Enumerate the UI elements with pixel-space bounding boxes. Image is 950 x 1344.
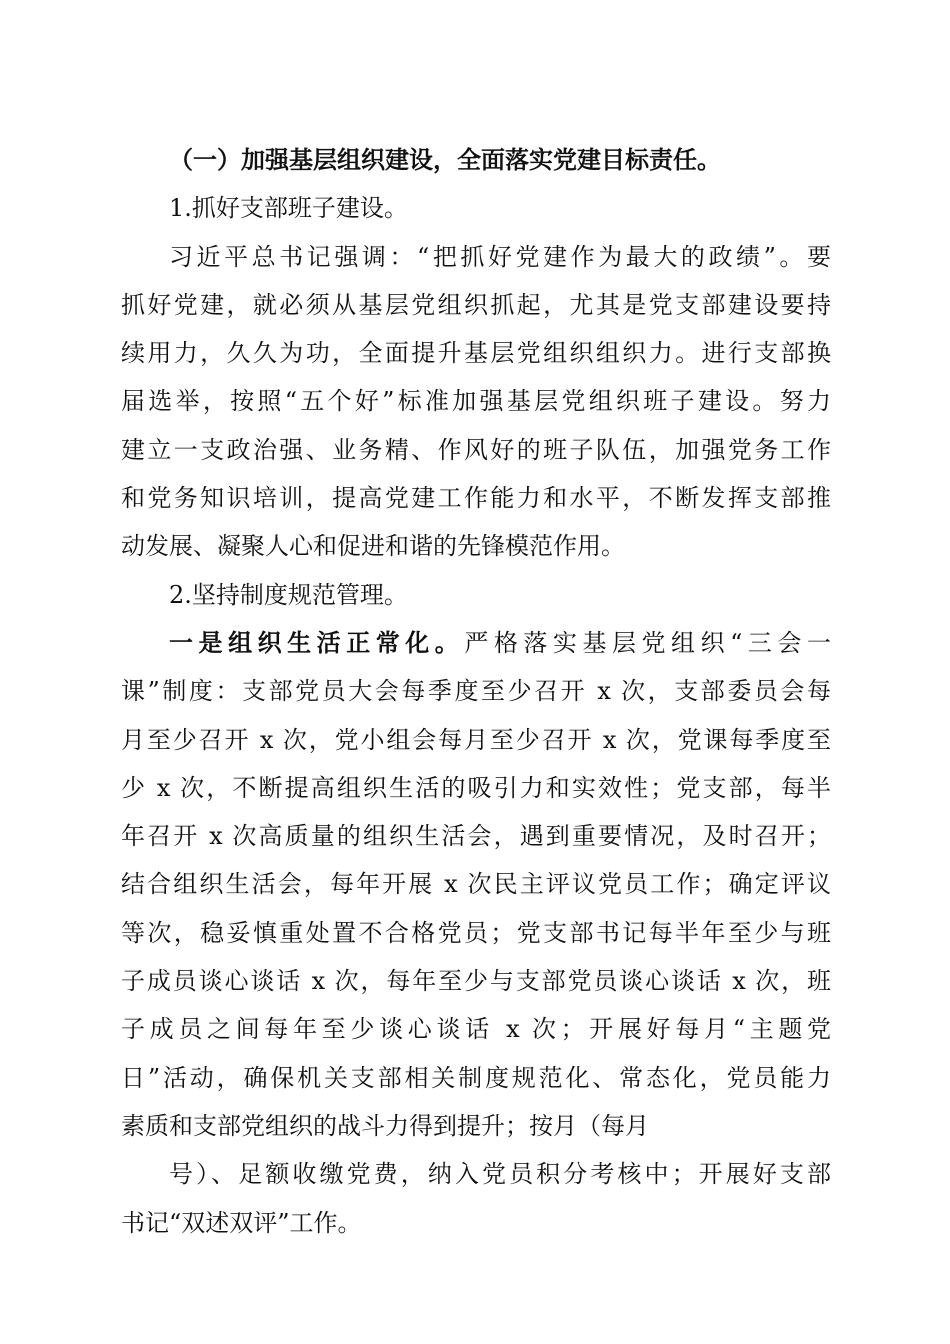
item1-title: 1.抓好支部班子建设。 (169, 194, 408, 223)
paragraph-line: 子成员之间每年至少谈心谈话 x 次；开展好每月“主题党 (121, 1015, 831, 1044)
section-heading: （一）加强基层组织建设，全面落实党建目标责任。 (169, 145, 721, 174)
lead-rest-text: 严格落实基层党组织“三会一 (464, 628, 831, 657)
document-page (121, 136, 831, 1247)
paragraph-line: 课”制度：支部党员大会每季度至少召开 x 次，支部委员会每 (121, 677, 831, 706)
paragraph-line: 和党务知识培训，提高党建工作能力和水平，不断发挥支部推 (121, 484, 831, 513)
paragraph-lead-line (121, 619, 831, 667)
paragraph-line: 结合组织生活会，每年开展 x 次民主评议党员工作；确定评议 (121, 870, 831, 899)
item1-paragraph (121, 233, 831, 571)
lead-bold-text: 一是组织生活正常化。 (169, 627, 465, 657)
paragraph-line: 年召开 x 次高质量的组织生活会，遇到重要情况，及时召开； (121, 822, 831, 851)
paragraph-line: 子成员谈心谈话 x 次，每年至少与支部党员谈心谈话 x 次，班 (121, 967, 831, 996)
paragraph-last-line: 书记“双述双评”工作。 (121, 1208, 362, 1237)
paragraph-line: 习近平总书记强调：“把抓好党建作为最大的政绩”。要 (169, 242, 831, 271)
paragraph-line: 续用力，久久为功，全面提升基层党组织组织力。进行支部换 (121, 339, 831, 368)
paragraph-continuation-line: 号）、足额收缴党费，纳入党员积分考核中；开展好支部 (169, 1160, 831, 1189)
paragraph-line: 日”活动，确保机关支部相关制度规范化、常态化，党员能力 (121, 1063, 831, 1092)
item2-title: 2.坚持制度规范管理。 (169, 580, 408, 609)
paragraph-line: 月至少召开 x 次，党小组会每月至少召开 x 次，党课每季度至 (121, 725, 831, 754)
paragraph-line: 少 x 次，不断提高组织生活的吸引力和实效性；党支部，每半 (121, 773, 831, 802)
paragraph-line: 抓好党建，就必须从基层党组织抓起，尤其是党支部建设要持 (121, 290, 831, 319)
paragraph-line: 等次，稳妥慎重处置不合格党员；党支部书记每半年至少与班 (121, 918, 831, 947)
paragraph-line: 动发展、凝聚人心和促进和谐的先锋模范作用。 (121, 532, 625, 561)
paragraph-line: 建立一支政治强、业务精、作风好的班子队伍，加强党务工作 (121, 435, 831, 464)
paragraph-line: 素质和支部党组织的战斗力得到提升；按月（每月 (121, 1111, 649, 1140)
paragraph-line: 届选举，按照“五个好”标准加强基层党组织班子建设。努力 (121, 387, 831, 416)
item2-paragraph (121, 619, 831, 1247)
